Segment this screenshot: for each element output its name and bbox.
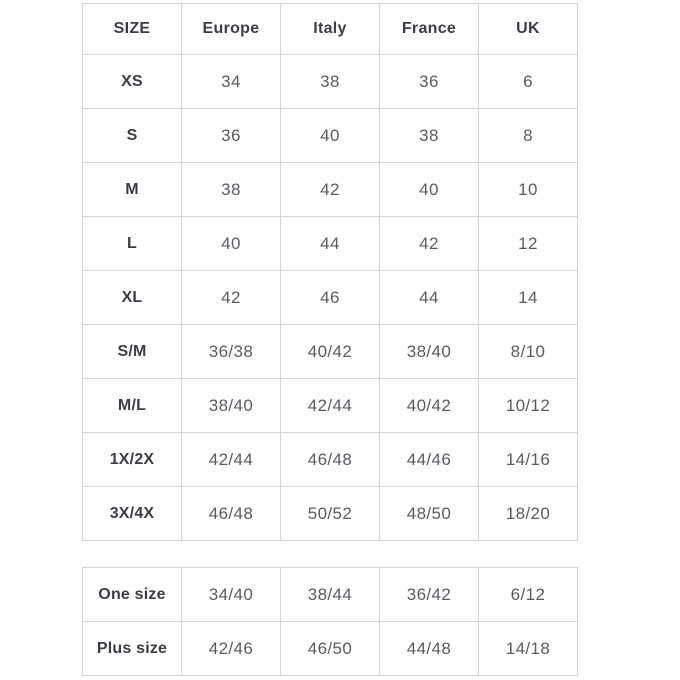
size-value-cell: 46: [281, 271, 380, 325]
size-value-cell: 36/42: [380, 568, 479, 622]
table-row: [83, 622, 578, 676]
column-header-size: SIZE: [83, 4, 182, 55]
size-value-cell: 44: [281, 217, 380, 271]
table-row: [83, 487, 578, 541]
size-label-cell: XL: [83, 271, 182, 325]
size-value-cell: 38: [281, 55, 380, 109]
size-value-cell: 36/38: [182, 325, 281, 379]
size-value-cell: 40/42: [281, 325, 380, 379]
size-label-cell: Plus size: [83, 622, 182, 676]
column-header-italy: Italy: [281, 4, 380, 55]
column-header-france: France: [380, 4, 479, 55]
size-value-cell: 6: [479, 55, 578, 109]
size-value-cell: 38/44: [281, 568, 380, 622]
special-sizes-body: [83, 568, 578, 676]
size-label-cell: S: [83, 109, 182, 163]
table-row: [83, 433, 578, 487]
size-value-cell: 40: [281, 109, 380, 163]
size-value-cell: 10/12: [479, 379, 578, 433]
size-value-cell: 42/44: [182, 433, 281, 487]
size-value-cell: 38: [182, 163, 281, 217]
table-row: [83, 568, 578, 622]
size-value-cell: 14/16: [479, 433, 578, 487]
size-label-cell: 1X/2X: [83, 433, 182, 487]
size-value-cell: 10: [479, 163, 578, 217]
size-value-cell: 40/42: [380, 379, 479, 433]
table-row: [83, 271, 578, 325]
size-label-cell: S/M: [83, 325, 182, 379]
size-value-cell: 48/50: [380, 487, 479, 541]
size-conversion-table: [82, 3, 578, 541]
size-value-cell: 14: [479, 271, 578, 325]
special-sizes-table: [82, 567, 578, 676]
size-value-cell: 38/40: [182, 379, 281, 433]
size-value-cell: 36: [380, 55, 479, 109]
size-label-cell: XS: [83, 55, 182, 109]
size-value-cell: 42/46: [182, 622, 281, 676]
size-label-cell: M: [83, 163, 182, 217]
size-value-cell: 18/20: [479, 487, 578, 541]
size-value-cell: 46/50: [281, 622, 380, 676]
size-label-cell: L: [83, 217, 182, 271]
size-value-cell: 40: [182, 217, 281, 271]
size-value-cell: 44/48: [380, 622, 479, 676]
size-value-cell: 50/52: [281, 487, 380, 541]
size-value-cell: 42: [281, 163, 380, 217]
size-label-cell: M/L: [83, 379, 182, 433]
size-value-cell: 38: [380, 109, 479, 163]
size-value-cell: 14/18: [479, 622, 578, 676]
size-value-cell: 44/46: [380, 433, 479, 487]
size-value-cell: 12: [479, 217, 578, 271]
size-value-cell: 42: [380, 217, 479, 271]
size-value-cell: 36: [182, 109, 281, 163]
main-table-body: [83, 55, 578, 541]
table-row: [83, 379, 578, 433]
size-value-cell: 38/40: [380, 325, 479, 379]
column-header-uk: UK: [479, 4, 578, 55]
size-value-cell: 34: [182, 55, 281, 109]
column-header-europe: Europe: [182, 4, 281, 55]
size-value-cell: 34/40: [182, 568, 281, 622]
size-value-cell: 40: [380, 163, 479, 217]
table-row: [83, 163, 578, 217]
size-value-cell: 46/48: [182, 487, 281, 541]
size-value-cell: 8/10: [479, 325, 578, 379]
size-value-cell: 6/12: [479, 568, 578, 622]
header-row: [83, 4, 578, 55]
size-value-cell: 42/44: [281, 379, 380, 433]
table-row: [83, 217, 578, 271]
size-label-cell: 3X/4X: [83, 487, 182, 541]
size-value-cell: 8: [479, 109, 578, 163]
table-row: [83, 325, 578, 379]
table-row: [83, 109, 578, 163]
size-value-cell: 42: [182, 271, 281, 325]
table-row: [83, 55, 578, 109]
size-value-cell: 44: [380, 271, 479, 325]
size-value-cell: 46/48: [281, 433, 380, 487]
size-label-cell: One size: [83, 568, 182, 622]
